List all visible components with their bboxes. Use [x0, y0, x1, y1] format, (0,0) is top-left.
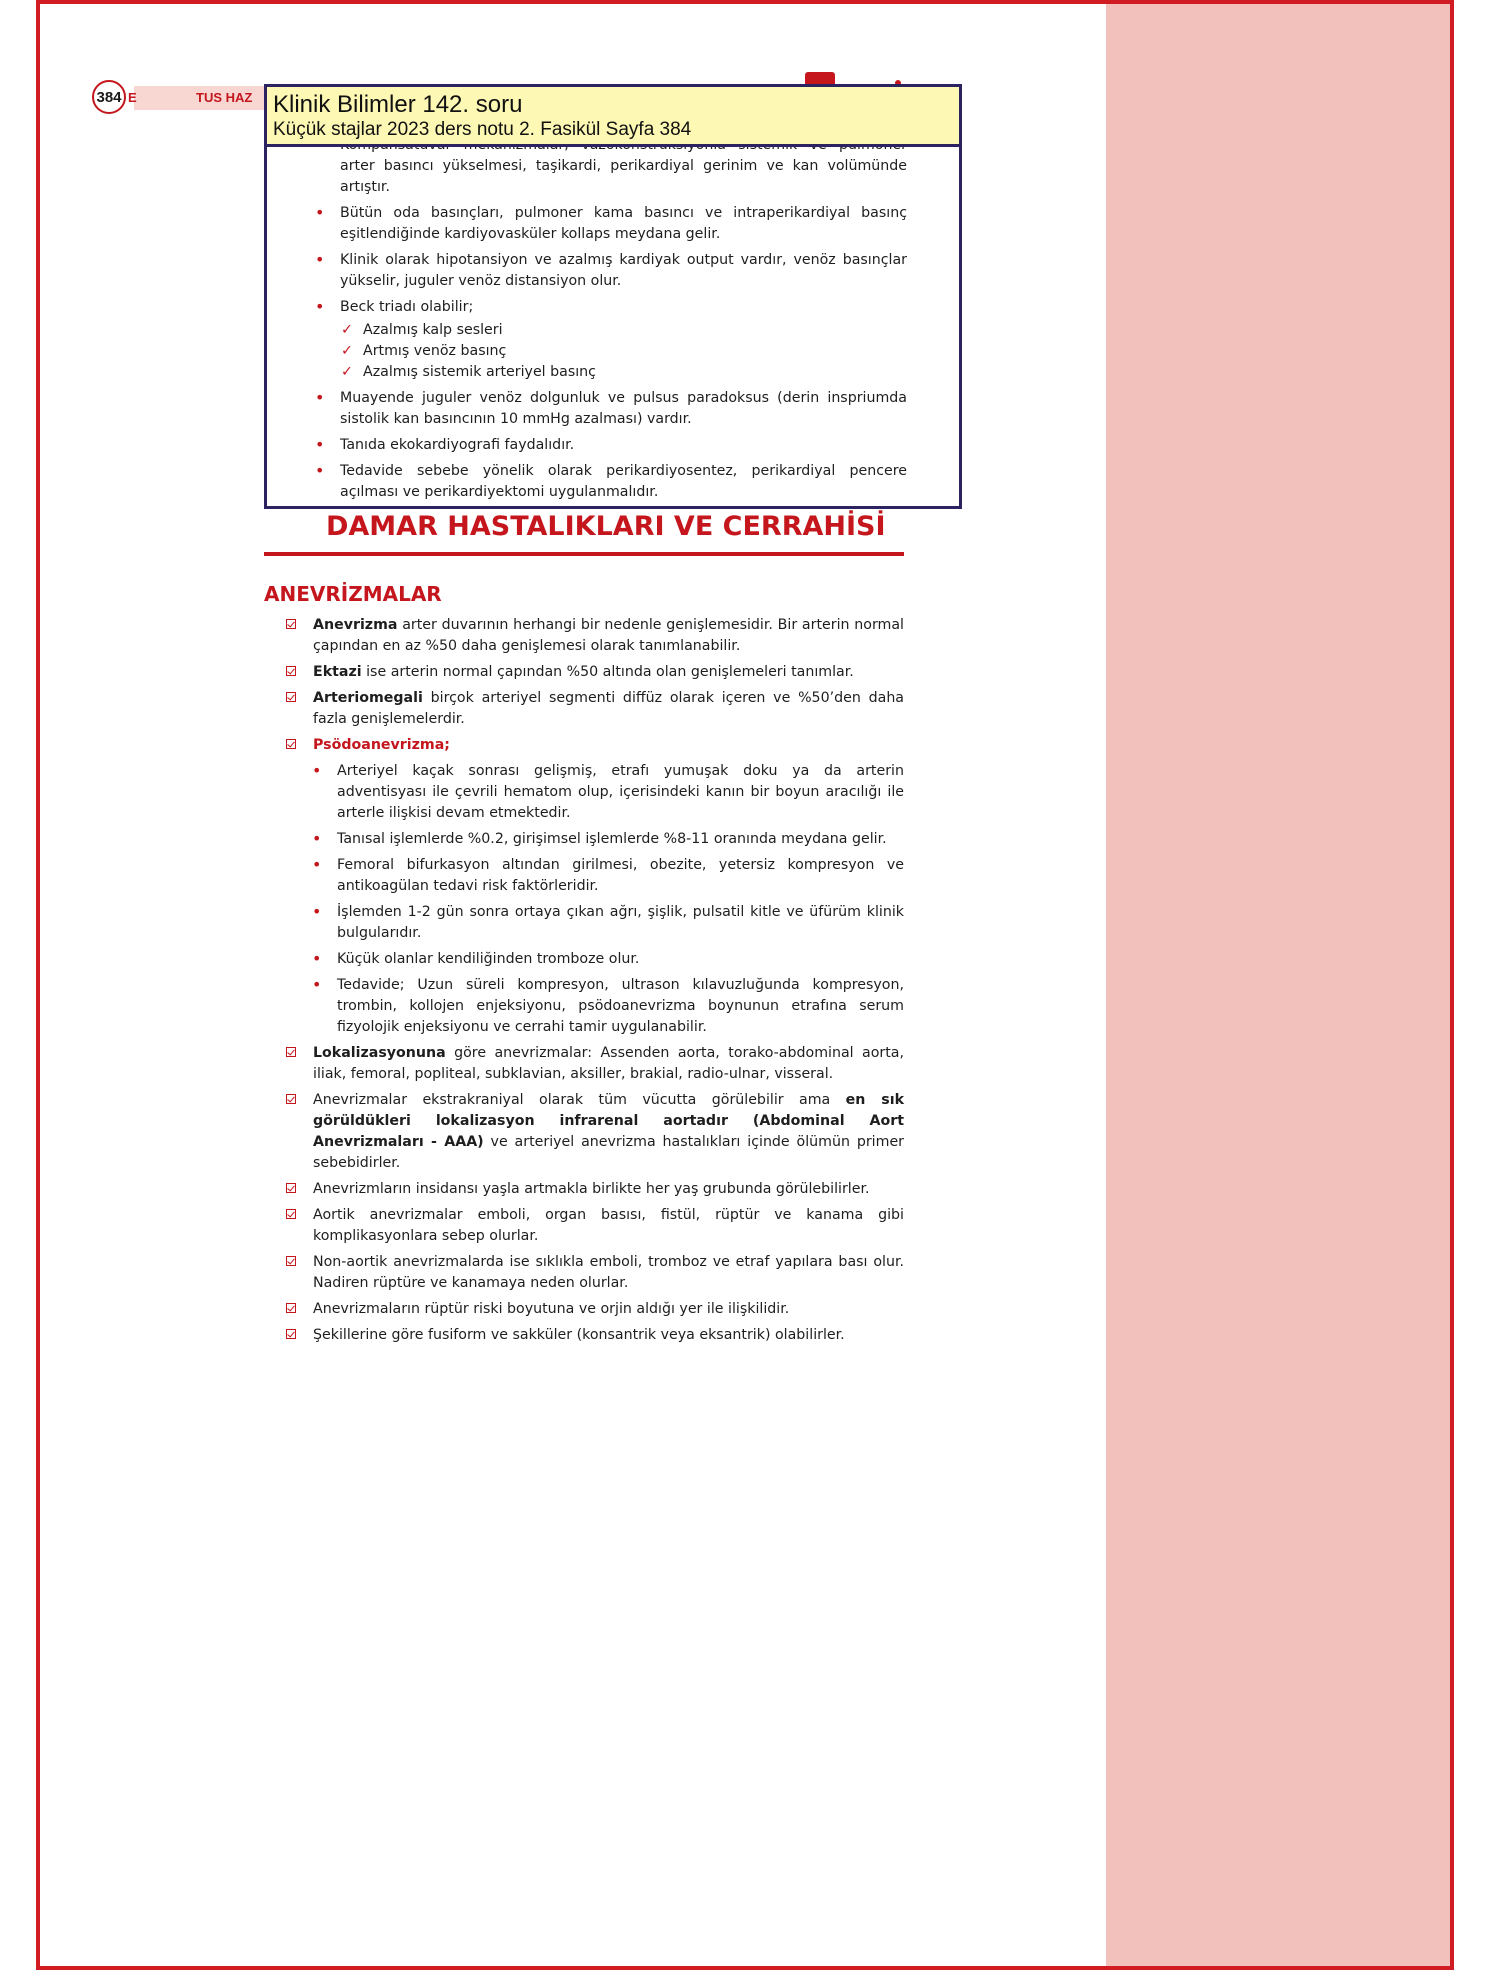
list-item: • Tedavide; Uzun süreli kompresyon, ultrason kılavuzluğunda kompresyon, trombin, kollojen enjeksiyonu, psödoanevrizma boynunun etrafına serum fizyolojik enjeksiyonu ve cerrahi tamir uygulanabilir.: [264, 975, 904, 1038]
annotation-header: [267, 87, 959, 147]
running-title: TUS HAZ: [196, 90, 253, 105]
section-title: DAMAR HASTALIKLARI VE CERRAHİSİ: [326, 511, 886, 542]
tamponade-list: [267, 135, 907, 508]
checkbox-icon: [286, 692, 296, 702]
check-item: ✓ Azalmış sistemik arteriyel basınç: [267, 362, 907, 383]
checkbox-icon: [286, 619, 296, 629]
list-item: Lokalizasyonuna göre anevrizmalar: Assenden aorta, torako-abdominal aorta, iliak, femoral, popliteal, subklavian, aksiller, brakial, radio-ulnar, visseral.: [264, 1043, 904, 1085]
list-item: • Bütün oda basınçları, pulmoner kama basıncı ve intraperikardiyal basınç eşitlendiğinde kardiyovasküler kollaps meydana gelir.: [267, 203, 907, 245]
list-item: Ektazi ise arterin normal çapından %50 altında olan genişlemeleri tanımlar.: [264, 662, 904, 683]
list-item: Anevrizma arter duvarının herhangi bir nedenle genişlemesidir. Bir arterin normal çapından en az %50 daha genişlemesi olarak tanımlanabilir.: [264, 615, 904, 657]
page-number: 384: [92, 80, 126, 114]
list-item: • Arteriyel kaçak sonrası gelişmiş, etrafı yumuşak doku ya da arterin adventisyası ile çevrili hematom olup, içerisindeki kanın bir boyun aracılığı ile arterle ilişkisi devam etmektedir.: [264, 761, 904, 824]
list-item: • Küçük olanlar kendiliğinden tromboze olur.: [264, 949, 904, 970]
checkbox-icon: [286, 1183, 296, 1193]
checkbox-icon: [286, 1256, 296, 1266]
checkbox-icon: [286, 1329, 296, 1339]
list-item: • Tedavide sebebe yönelik olarak perikardiyosentez, perikardiyal pencere açılması ve perikardiyektomi uygulanmalıdır.: [267, 461, 907, 503]
list-item: • Muayende juguler venöz dolgunluk ve pulsus paradoksus (derin inspriumda sistolik kan basıncının 10 mmHg azalması) vardır.: [267, 388, 907, 430]
checkbox-icon: [286, 1094, 296, 1104]
section-rule: [264, 552, 904, 556]
main-content: [264, 508, 904, 1351]
annotation-subtitle: Küçük stajlar 2023 ders notu 2. Fasikül Sayfa 384: [273, 119, 692, 140]
list-item: Şekillerine göre fusiform ve sakküler (konsantrik veya eksantrik) olabilirler.: [264, 1325, 904, 1346]
list-item: • arter basıncı yükselmesi, taşikardi, perikardiyal gerinim ve kan volümünde artıştır.: [267, 135, 907, 198]
checkbox-icon: [286, 1303, 296, 1313]
list-item: • Klinik olarak hipotansiyon ve azalmış kardiyak output vardır, venöz basınçlar yükselir, juguler venöz distansiyon olur.: [267, 250, 907, 292]
list-item: Anevrizmların insidansı yaşla artmakla birlikte her yaş grubunda görülebilirler.: [264, 1179, 904, 1200]
margin-band: [1106, 4, 1450, 1966]
checkbox-icon: [286, 666, 296, 676]
header-mark: E: [128, 90, 137, 105]
list-item: Anevrizmaların rüptür riski boyutuna ve orjin aldığı yer ile ilişkilidir.: [264, 1299, 904, 1320]
checkbox-icon: [286, 739, 296, 749]
list-item: Anevrizmalar ekstrakraniyal olarak tüm vücutta görülebilir ama en sık görüldükleri lokalizasyon infrarenal aortadır (Abdominal Aort Anevrizmaları - AAA) ve arteriyel anevrizma hastalıkları içinde ölümün primer sebebidirler.: [264, 1090, 904, 1174]
list-item: • İşlemden 1-2 gün sonra ortaya çıkan ağrı, şişlik, pulsatil kitle ve üfürüm klinik bulgularıdır.: [264, 902, 904, 944]
list-item: • Tanısal işlemlerde %0.2, girişimsel işlemlerde %8-11 oranında meydana gelir.: [264, 829, 904, 850]
list-item: Psödoanevrizma;: [264, 735, 904, 756]
subsection-title: ANEVRİZMALAR: [264, 582, 442, 606]
checkbox-icon: [286, 1209, 296, 1219]
list-item: • Femoral bifurkasyon altından girilmesi, obezite, yetersiz kompresyon ve antikoagülan tedavi risk faktörleridir.: [264, 855, 904, 897]
list-item: Non-aortik anevrizmalarda ise sıklıkla emboli, tromboz ve etraf yapılara bası olur. Nadiren rüptüre ve kanamaya neden olurlar.: [264, 1252, 904, 1294]
list-item: Aortik anevrizmalar emboli, organ basısı, fistül, rüptür ve kanama gibi komplikasyonlara sebep olurlar.: [264, 1205, 904, 1247]
checkmark-icon: ✓: [341, 322, 353, 338]
annotation-title: Klinik Bilimler 142. soru: [273, 91, 523, 118]
checkmark-icon: ✓: [341, 343, 353, 359]
checkmark-icon: ✓: [341, 364, 353, 380]
list-item: • Beck triadı olabilir;: [267, 297, 907, 318]
list-item: • Tanıda ekokardiyografi faydalıdır.: [267, 435, 907, 456]
check-item: ✓ Azalmış kalp sesleri: [267, 320, 907, 341]
check-item: ✓ Artmış venöz basınç: [267, 341, 907, 362]
checkbox-icon: [286, 1047, 296, 1057]
list-item: Arteriomegali birçok arteriyel segmenti diffüz olarak içeren ve %50’den daha fazla genişlemelerdir.: [264, 688, 904, 730]
annotation-box: [264, 84, 962, 509]
